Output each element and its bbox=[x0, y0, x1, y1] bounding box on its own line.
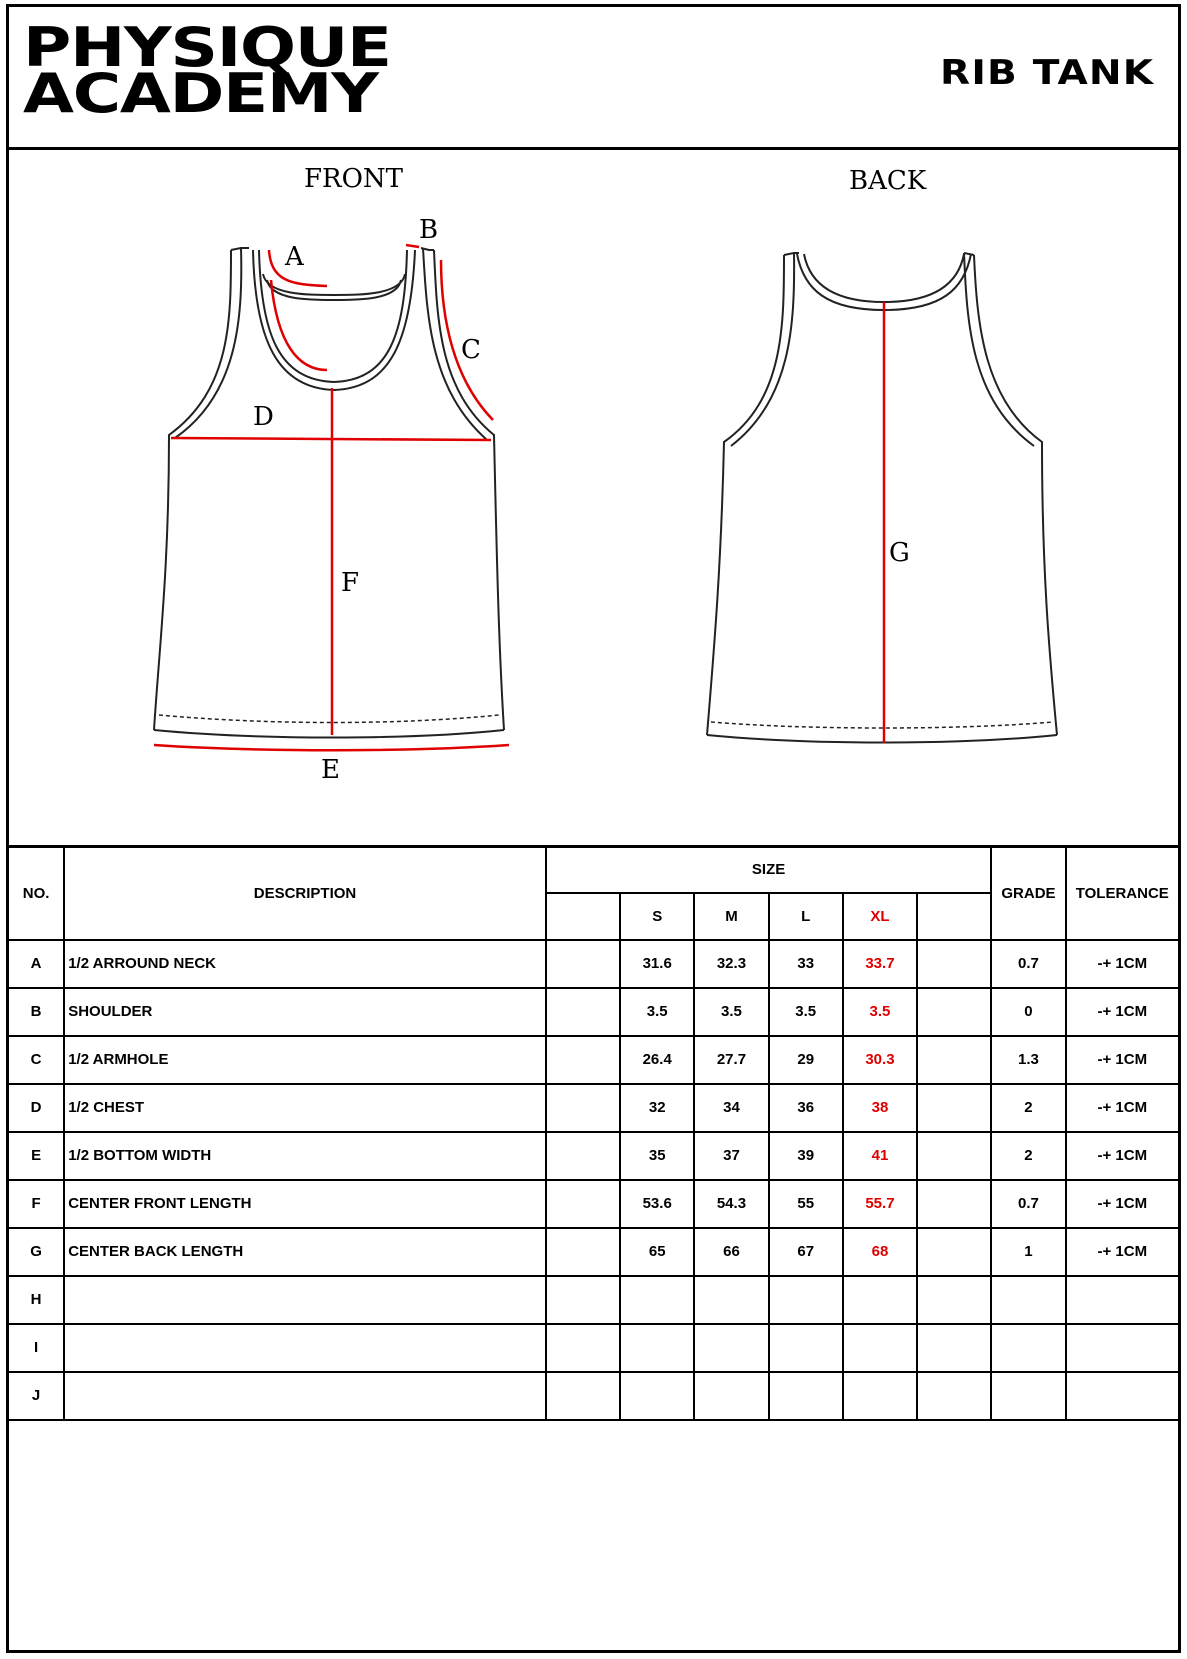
header-grade: GRADE bbox=[991, 847, 1065, 940]
back-tank-outline bbox=[707, 253, 1057, 743]
size-spec-sheet bbox=[6, 4, 1181, 1653]
cell-l bbox=[769, 1372, 843, 1420]
cell-l bbox=[769, 1324, 843, 1372]
label-b: B bbox=[419, 215, 439, 245]
cell-s: 65 bbox=[620, 1228, 694, 1276]
cell-xl: 33.7 bbox=[843, 940, 917, 988]
table-row bbox=[9, 1180, 1178, 1228]
cell-m: 32.3 bbox=[694, 940, 768, 988]
cell-blank2 bbox=[917, 1324, 991, 1372]
table-row bbox=[9, 940, 1178, 988]
cell-desc: 1/2 ARROUND NECK bbox=[64, 940, 546, 988]
cell-blank2 bbox=[917, 1036, 991, 1084]
table-row bbox=[9, 1372, 1178, 1420]
brand-logo bbox=[23, 16, 391, 125]
cell-s: 26.4 bbox=[620, 1036, 694, 1084]
cell-xl: 3.5 bbox=[843, 988, 917, 1036]
cell-m bbox=[694, 1324, 768, 1372]
cell-no: J bbox=[9, 1372, 64, 1420]
table-row bbox=[9, 1276, 1178, 1324]
cell-grade bbox=[991, 1324, 1065, 1372]
cell-desc: 1/2 BOTTOM WIDTH bbox=[64, 1132, 546, 1180]
cell-m bbox=[694, 1276, 768, 1324]
cell-grade bbox=[991, 1276, 1065, 1324]
cell-desc: 1/2 CHEST bbox=[64, 1084, 546, 1132]
cell-xl bbox=[843, 1372, 917, 1420]
table-row bbox=[9, 1228, 1178, 1276]
measure-b bbox=[406, 245, 419, 247]
cell-s: 53.6 bbox=[620, 1180, 694, 1228]
cell-l: 33 bbox=[769, 940, 843, 988]
cell-grade: 2 bbox=[991, 1132, 1065, 1180]
cell-blank1 bbox=[546, 1324, 620, 1372]
front-tank-outline bbox=[154, 248, 504, 738]
cell-tol: -+ 1CM bbox=[1066, 1084, 1178, 1132]
cell-s: 35 bbox=[620, 1132, 694, 1180]
cell-xl: 41 bbox=[843, 1132, 917, 1180]
label-d: D bbox=[253, 402, 274, 432]
cell-desc bbox=[64, 1324, 546, 1372]
cell-m: 27.7 bbox=[694, 1036, 768, 1084]
cell-blank1 bbox=[546, 1036, 620, 1084]
cell-xl bbox=[843, 1324, 917, 1372]
size-col-l: L bbox=[769, 893, 843, 940]
cell-xl bbox=[843, 1276, 917, 1324]
cell-grade: 0.7 bbox=[991, 1180, 1065, 1228]
cell-blank2 bbox=[917, 1180, 991, 1228]
cell-no: A bbox=[9, 940, 64, 988]
size-col-m: M bbox=[694, 893, 768, 940]
cell-blank1 bbox=[546, 1132, 620, 1180]
cell-blank2 bbox=[917, 1132, 991, 1180]
cell-grade: 2 bbox=[991, 1084, 1065, 1132]
cell-desc: CENTER BACK LENGTH bbox=[64, 1228, 546, 1276]
cell-tol: -+ 1CM bbox=[1066, 1132, 1178, 1180]
cell-no: H bbox=[9, 1276, 64, 1324]
cell-xl: 30.3 bbox=[843, 1036, 917, 1084]
product-name: RIB TANK bbox=[939, 53, 1154, 93]
cell-tol: -+ 1CM bbox=[1066, 1180, 1178, 1228]
cell-grade: 1.3 bbox=[991, 1036, 1065, 1084]
header-tolerance: TOLERANCE bbox=[1066, 847, 1178, 940]
cell-grade: 0 bbox=[991, 988, 1065, 1036]
cell-s bbox=[620, 1324, 694, 1372]
cell-l bbox=[769, 1276, 843, 1324]
brand-line-1: PHYSIQUE bbox=[23, 16, 391, 79]
cell-l: 29 bbox=[769, 1036, 843, 1084]
brand-line-2: ACADEMY bbox=[23, 62, 378, 125]
cell-tol bbox=[1066, 1324, 1178, 1372]
label-e: E bbox=[321, 755, 340, 785]
cell-l: 39 bbox=[769, 1132, 843, 1180]
cell-xl: 55.7 bbox=[843, 1180, 917, 1228]
label-g: G bbox=[889, 538, 910, 568]
front-view-label: FRONT bbox=[304, 164, 404, 194]
cell-m: 34 bbox=[694, 1084, 768, 1132]
cell-tol bbox=[1066, 1372, 1178, 1420]
cell-m: 3.5 bbox=[694, 988, 768, 1036]
cell-no: E bbox=[9, 1132, 64, 1180]
cell-l: 55 bbox=[769, 1180, 843, 1228]
cell-s bbox=[620, 1276, 694, 1324]
cell-tol: -+ 1CM bbox=[1066, 1228, 1178, 1276]
table-row bbox=[9, 1084, 1178, 1132]
measure-e bbox=[154, 745, 509, 750]
cell-m: 66 bbox=[694, 1228, 768, 1276]
table-row bbox=[9, 1036, 1178, 1084]
cell-s bbox=[620, 1372, 694, 1420]
cell-grade: 1 bbox=[991, 1228, 1065, 1276]
label-a: A bbox=[285, 242, 304, 272]
cell-xl: 38 bbox=[843, 1084, 917, 1132]
cell-grade: 0.7 bbox=[991, 940, 1065, 988]
cell-s: 3.5 bbox=[620, 988, 694, 1036]
cell-l: 67 bbox=[769, 1228, 843, 1276]
cell-no: D bbox=[9, 1084, 64, 1132]
cell-no: G bbox=[9, 1228, 64, 1276]
cell-desc bbox=[64, 1372, 546, 1420]
table-row bbox=[9, 1132, 1178, 1180]
cell-tol: -+ 1CM bbox=[1066, 988, 1178, 1036]
table-header-row-1 bbox=[9, 847, 1178, 893]
cell-tol bbox=[1066, 1276, 1178, 1324]
cell-m: 37 bbox=[694, 1132, 768, 1180]
cell-blank1 bbox=[546, 1228, 620, 1276]
cell-grade bbox=[991, 1372, 1065, 1420]
cell-m bbox=[694, 1372, 768, 1420]
tank-sketch bbox=[9, 150, 1178, 850]
cell-no: B bbox=[9, 988, 64, 1036]
cell-no: F bbox=[9, 1180, 64, 1228]
cell-no: C bbox=[9, 1036, 64, 1084]
cell-l: 3.5 bbox=[769, 988, 843, 1036]
cell-desc: 1/2 ARMHOLE bbox=[64, 1036, 546, 1084]
cell-blank2 bbox=[917, 1276, 991, 1324]
size-spec-table bbox=[9, 845, 1178, 1421]
label-c: C bbox=[461, 335, 481, 365]
size-col-blank-1 bbox=[546, 893, 620, 940]
cell-tol: -+ 1CM bbox=[1066, 940, 1178, 988]
table-row bbox=[9, 1324, 1178, 1372]
size-col-s: S bbox=[620, 893, 694, 940]
cell-m: 54.3 bbox=[694, 1180, 768, 1228]
size-col-xl: XL bbox=[843, 893, 917, 940]
table-row bbox=[9, 988, 1178, 1036]
cell-no: I bbox=[9, 1324, 64, 1372]
header-no: NO. bbox=[9, 847, 64, 940]
cell-blank2 bbox=[917, 1084, 991, 1132]
cell-blank1 bbox=[546, 1084, 620, 1132]
header-size: SIZE bbox=[546, 847, 992, 893]
garment-drawing bbox=[9, 150, 1178, 850]
cell-l: 36 bbox=[769, 1084, 843, 1132]
cell-desc: CENTER FRONT LENGTH bbox=[64, 1180, 546, 1228]
cell-blank1 bbox=[546, 1180, 620, 1228]
sheet-header bbox=[9, 7, 1178, 150]
cell-blank1 bbox=[546, 988, 620, 1036]
cell-s: 31.6 bbox=[620, 940, 694, 988]
cell-blank2 bbox=[917, 988, 991, 1036]
cell-xl: 68 bbox=[843, 1228, 917, 1276]
cell-blank2 bbox=[917, 1372, 991, 1420]
cell-desc: SHOULDER bbox=[64, 988, 546, 1036]
back-view-label: BACK bbox=[849, 166, 927, 196]
cell-blank2 bbox=[917, 940, 991, 988]
cell-blank1 bbox=[546, 940, 620, 988]
cell-blank1 bbox=[546, 1276, 620, 1324]
front-measure-lines bbox=[154, 245, 509, 750]
cell-tol: -+ 1CM bbox=[1066, 1036, 1178, 1084]
cell-s: 32 bbox=[620, 1084, 694, 1132]
cell-desc bbox=[64, 1276, 546, 1324]
header-description: DESCRIPTION bbox=[64, 847, 546, 940]
label-f: F bbox=[341, 568, 360, 598]
size-col-blank-2 bbox=[917, 893, 991, 940]
cell-blank2 bbox=[917, 1228, 991, 1276]
cell-blank1 bbox=[546, 1372, 620, 1420]
